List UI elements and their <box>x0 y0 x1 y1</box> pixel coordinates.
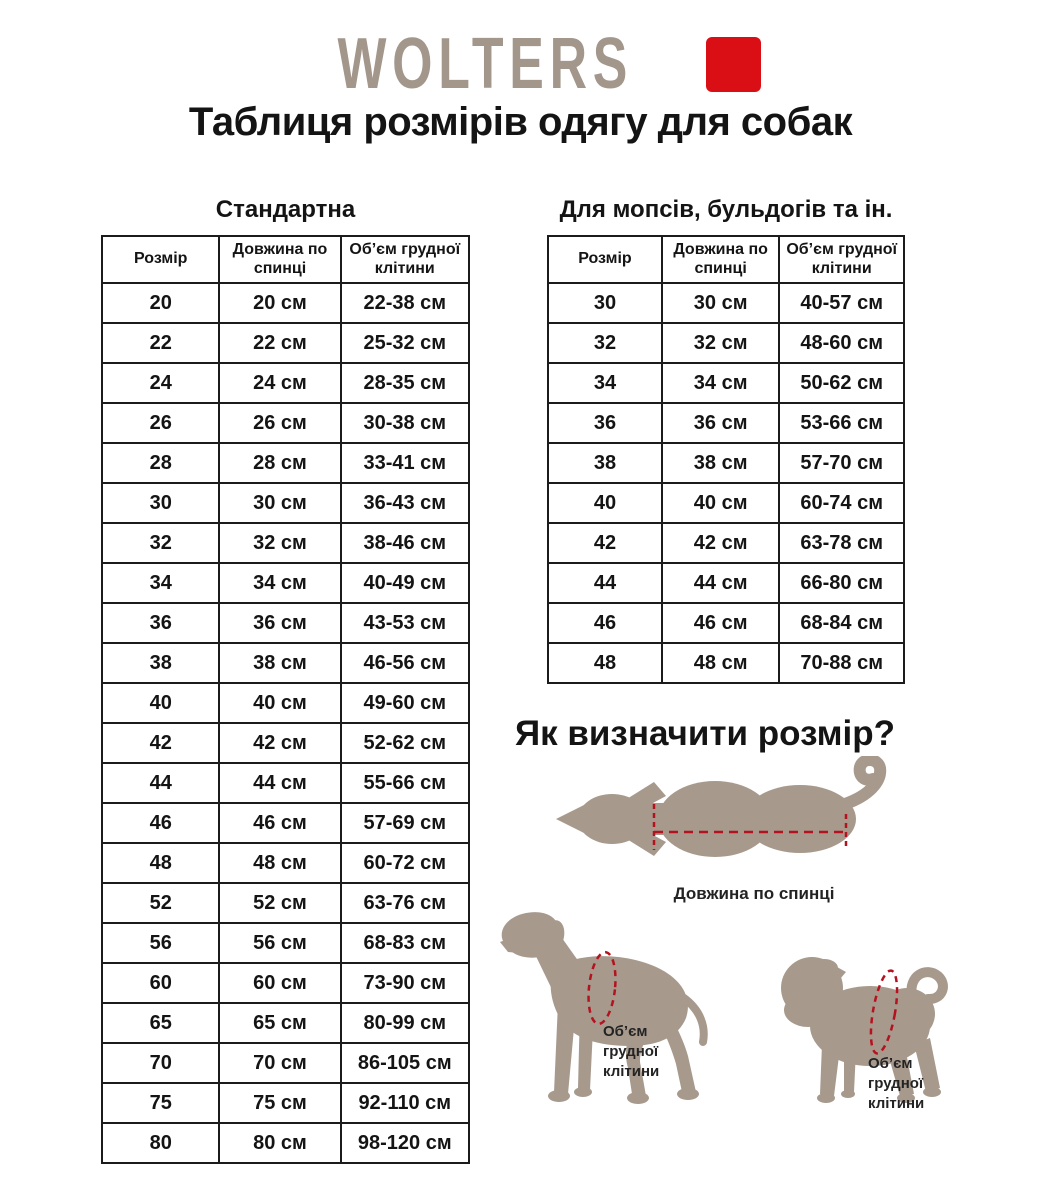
size-cell: 28 <box>102 443 219 483</box>
size-cell: 46 см <box>662 603 779 643</box>
size-cell: 48 см <box>662 643 779 683</box>
size-cell: 32 <box>548 323 662 363</box>
size-cell: 80 <box>102 1123 219 1163</box>
brand-logo-text: WOLTERS <box>337 24 633 104</box>
size-cell: 44 <box>548 563 662 603</box>
size-cell: 48 см <box>219 843 340 883</box>
size-cell: 70-88 см <box>779 643 904 683</box>
size-cell: 30 см <box>662 283 779 323</box>
size-cell: 98-120 см <box>341 1123 469 1163</box>
size-cell: 30 <box>548 283 662 323</box>
table-row <box>102 963 469 1003</box>
size-cell: 36 <box>548 403 662 443</box>
size-cell: 33-41 см <box>341 443 469 483</box>
table-row <box>102 443 469 483</box>
table-row <box>102 1083 469 1123</box>
size-cell: 46 <box>102 803 219 843</box>
table-row <box>102 923 469 963</box>
size-cell: 80-99 см <box>341 1003 469 1043</box>
table-row <box>102 723 469 763</box>
table-row <box>548 603 904 643</box>
size-cell: 46 <box>548 603 662 643</box>
table-row <box>102 563 469 603</box>
size-cell: 30 <box>102 483 219 523</box>
column-header: Довжина по спинці <box>662 236 779 283</box>
size-cell: 30 см <box>219 483 340 523</box>
size-cell: 36 <box>102 603 219 643</box>
dog-top-view-silhouette <box>550 756 890 882</box>
size-cell: 22 см <box>219 323 340 363</box>
size-cell: 57-69 см <box>341 803 469 843</box>
size-cell: 20 см <box>219 283 340 323</box>
size-cell: 48 <box>548 643 662 683</box>
size-cell: 52-62 см <box>341 723 469 763</box>
size-cell: 24 см <box>219 363 340 403</box>
table-row <box>102 1123 469 1163</box>
size-cell: 44 см <box>219 763 340 803</box>
size-cell: 46 см <box>219 803 340 843</box>
size-cell: 28-35 см <box>341 363 469 403</box>
size-cell: 26 <box>102 403 219 443</box>
column-header: Об’єм грудної клітини <box>341 236 469 283</box>
column-header: Об’єм грудної клітини <box>779 236 904 283</box>
size-cell: 40 <box>102 683 219 723</box>
chest-volume-label: Об’єм грудної клітини <box>603 1023 660 1080</box>
size-cell: 38 см <box>662 443 779 483</box>
size-cell: 20 <box>102 283 219 323</box>
size-cell: 55-66 см <box>341 763 469 803</box>
size-cell: 42 см <box>219 723 340 763</box>
size-cell: 66-80 см <box>779 563 904 603</box>
column-header: Довжина по спинці <box>219 236 340 283</box>
table-row <box>102 843 469 883</box>
size-cell: 63-76 см <box>341 883 469 923</box>
table-header-row <box>102 236 469 283</box>
measure-guide-title: Як визначити розмір? <box>515 714 895 753</box>
size-cell: 38 см <box>219 643 340 683</box>
size-cell: 80 см <box>219 1123 340 1163</box>
size-cell: 36 см <box>219 603 340 643</box>
size-cell: 57-70 см <box>779 443 904 483</box>
table-row <box>102 1043 469 1083</box>
pugs-sizes-table <box>547 235 905 684</box>
size-cell: 63-78 см <box>779 523 904 563</box>
table-row <box>102 883 469 923</box>
standard-sizes-section <box>101 196 470 1164</box>
size-cell: 42 см <box>662 523 779 563</box>
table-row <box>548 403 904 443</box>
column-header: Розмір <box>548 236 662 283</box>
back-length-label: Довжина по спинці <box>673 884 835 903</box>
standard-sizes-table <box>101 235 470 1164</box>
size-cell: 60-72 см <box>341 843 469 883</box>
column-header: Розмір <box>102 236 219 283</box>
table-header-row <box>548 236 904 283</box>
size-cell: 36-43 см <box>341 483 469 523</box>
table-row <box>102 283 469 323</box>
size-cell: 48 <box>102 843 219 883</box>
size-cell: 34 <box>102 563 219 603</box>
table-row <box>102 683 469 723</box>
size-cell: 42 <box>102 723 219 763</box>
size-cell: 24 <box>102 363 219 403</box>
size-cell: 73-90 см <box>341 963 469 1003</box>
table-row <box>548 283 904 323</box>
table-row <box>102 763 469 803</box>
size-cell: 32 см <box>662 323 779 363</box>
size-cell: 26 см <box>219 403 340 443</box>
size-cell: 38 <box>102 643 219 683</box>
size-cell: 56 см <box>219 923 340 963</box>
size-cell: 50-62 см <box>779 363 904 403</box>
size-cell: 65 см <box>219 1003 340 1043</box>
size-cell: 65 <box>102 1003 219 1043</box>
table-row <box>102 603 469 643</box>
size-cell: 34 см <box>662 363 779 403</box>
size-cell: 44 см <box>662 563 779 603</box>
size-cell: 68-83 см <box>341 923 469 963</box>
size-cell: 46-56 см <box>341 643 469 683</box>
size-cell: 75 см <box>219 1083 340 1123</box>
size-cell: 92-110 см <box>341 1083 469 1123</box>
size-cell: 60 <box>102 963 219 1003</box>
table-row <box>548 563 904 603</box>
table-row <box>548 323 904 363</box>
size-cell: 49-60 см <box>341 683 469 723</box>
size-cell: 40 см <box>662 483 779 523</box>
size-cell: 34 <box>548 363 662 403</box>
size-cell: 42 <box>548 523 662 563</box>
size-cell: 25-32 см <box>341 323 469 363</box>
size-cell: 40-57 см <box>779 283 904 323</box>
size-cell: 68-84 см <box>779 603 904 643</box>
dog-tail <box>845 760 880 804</box>
size-cell: 36 см <box>662 403 779 443</box>
table-row <box>548 483 904 523</box>
table-row <box>548 643 904 683</box>
pugs-sizes-section <box>547 196 905 684</box>
size-cell: 44 <box>102 763 219 803</box>
size-cell: 48-60 см <box>779 323 904 363</box>
table-row <box>548 443 904 483</box>
standard-table-caption: Стандартна <box>215 196 356 223</box>
size-cell: 34 см <box>219 563 340 603</box>
size-cell: 56 <box>102 923 219 963</box>
chest-volume-label: Об’єм грудної клітини <box>868 1055 925 1112</box>
pugs-table-caption: Для мопсів, бульдогів та ін. <box>559 196 893 223</box>
pug-tail <box>911 972 943 999</box>
dog-tail <box>684 998 704 1042</box>
size-cell: 70 см <box>219 1043 340 1083</box>
size-cell: 32 см <box>219 523 340 563</box>
table-row <box>102 803 469 843</box>
size-cell: 38-46 см <box>341 523 469 563</box>
table-row <box>102 403 469 443</box>
table-row <box>102 483 469 523</box>
size-cell: 53-66 см <box>779 403 904 443</box>
size-cell: 38 <box>548 443 662 483</box>
size-cell: 22-38 см <box>341 283 469 323</box>
table-row <box>102 643 469 683</box>
size-cell: 86-105 см <box>341 1043 469 1083</box>
table-row <box>102 363 469 403</box>
table-row <box>548 523 904 563</box>
size-cell: 40-49 см <box>341 563 469 603</box>
table-row <box>102 323 469 363</box>
size-cell: 60 см <box>219 963 340 1003</box>
table-row <box>102 1003 469 1043</box>
size-cell: 22 <box>102 323 219 363</box>
brand-logo <box>0 24 1041 104</box>
size-cell: 60-74 см <box>779 483 904 523</box>
size-cell: 75 <box>102 1083 219 1123</box>
table-row <box>548 363 904 403</box>
table-row <box>102 523 469 563</box>
size-cell: 40 <box>548 483 662 523</box>
size-cell: 28 см <box>219 443 340 483</box>
size-cell: 43-53 см <box>341 603 469 643</box>
page-title: Таблиця розмірів одягу для собак <box>188 100 853 144</box>
size-cell: 40 см <box>219 683 340 723</box>
size-cell: 30-38 см <box>341 403 469 443</box>
size-cell: 52 <box>102 883 219 923</box>
brand-logo-square-icon <box>706 37 761 92</box>
size-cell: 32 <box>102 523 219 563</box>
size-cell: 70 <box>102 1043 219 1083</box>
size-cell: 52 см <box>219 883 340 923</box>
